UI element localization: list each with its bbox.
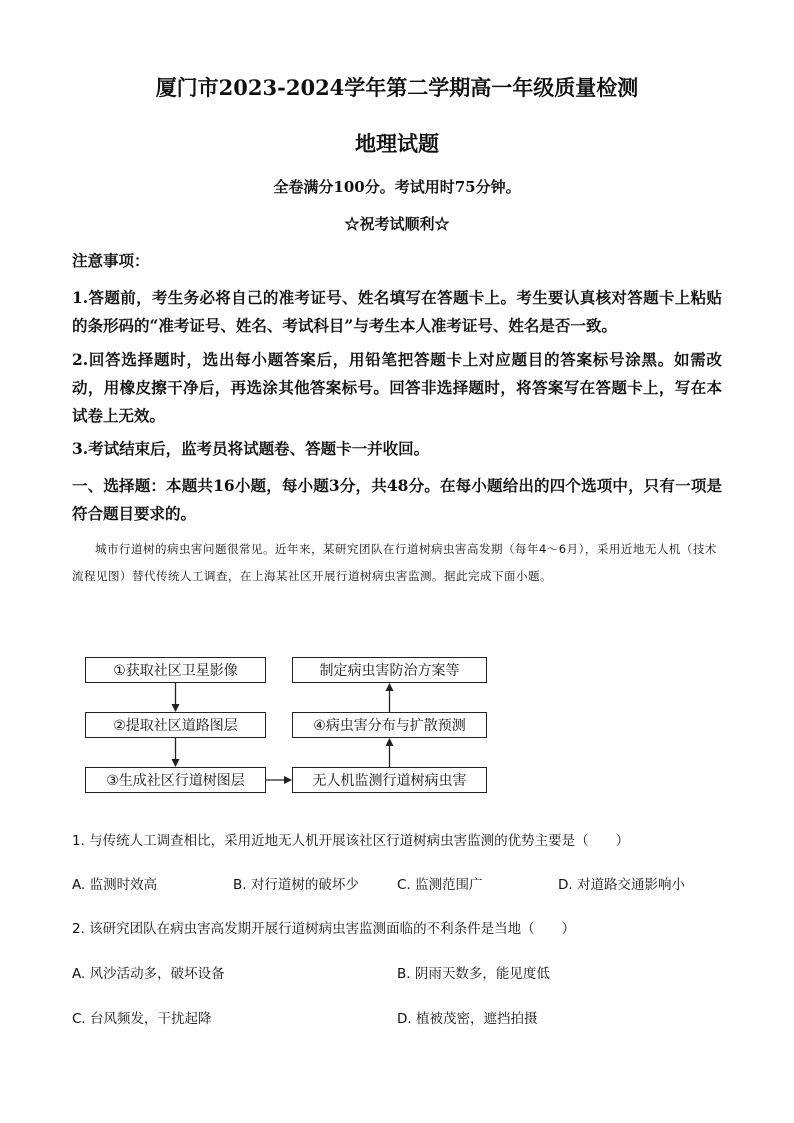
question-1-option-d: D. 对道路交通影响小 — [558, 877, 685, 893]
question-2-option-c: C. 台风频发，干扰起降 — [72, 1011, 212, 1027]
question-1-option-a: A. 监测时效高 — [72, 877, 158, 893]
exam-subtitle: 地理试题 — [355, 131, 439, 156]
flow-box-3: ③生成社区行道树图层 — [85, 767, 266, 793]
question-intro: 城市行道树的病虫害问题很常见。近年来，某研究团队在行道树病虫害高发期（每年4～6月），采用近地无人机（技术流程见图）替代传统人工调查，在上海某社区开展行道树病虫害监测。据此完成下面小题。 — [72, 542, 717, 583]
question-2-stem: 2. 该研究团队在病虫害高发期开展行道树病虫害监测面临的不利条件是当地（ ） — [72, 921, 576, 937]
exam-title: 厦门市2023-2024学年第二学期高一年级质量检测 — [155, 75, 639, 100]
flow-box-2: ②提取社区道路图层 — [85, 712, 266, 738]
flow-box-5: ④病虫害分布与扩散预测 — [292, 712, 487, 738]
notice-item-3: 3.考试结束后，监考员将试题卷、答题卡一并收回。 — [72, 439, 430, 458]
question-2-option-d: D. 植被茂密，遮挡拍摄 — [397, 1011, 538, 1027]
question-1-stem: 1. 与传统人工调查相比，采用近地无人机开展该社区行道树病虫害监测的优势主要是（ ） — [72, 833, 630, 849]
section-1-heading: 一、选择题：本题共16小题，每小题3分，共48分。在每小题给出的四个选项中，只有一项是符合题目要求的。 — [72, 476, 722, 523]
flow-box-4: 无人机监测行道树病虫害 — [292, 767, 487, 793]
notice-item-2: 2.回答选择题时，选出每小题答案后，用铅笔把答题卡上对应题目的答案标号涂黑。如需改动，用橡皮擦干净后，再选涂其他答案标号。回答非选择题时，将答案写在答题卡上，写在本试卷上无效。 — [72, 350, 722, 425]
score-info: 全卷满分100分。考试用时75分钟。 — [273, 178, 521, 196]
wish-text: ☆祝考试顺利☆ — [344, 215, 450, 233]
notice-item-1: 1.答题前，考生务必将自己的准考证号、姓名填写在答题卡上。考生要认真核对答题卡上粘贴的条形码的“准考证号、姓名、考试科目”与考生本人准考证号、姓名是否一致。 — [72, 288, 722, 335]
question-2-option-b: B. 阴雨天数多，能见度低 — [397, 966, 550, 982]
notice-heading: 注意事项： — [72, 251, 150, 270]
flow-box-6: 制定病虫害防治方案等 — [292, 657, 487, 683]
question-1-option-c: C. 监测范围广 — [397, 877, 483, 893]
question-2-option-a: A. 风沙活动多，破坏设备 — [72, 966, 225, 982]
question-1-option-b: B. 对行道树的破坏少 — [233, 877, 359, 893]
flow-box-1: ①获取社区卫星影像 — [85, 657, 266, 683]
